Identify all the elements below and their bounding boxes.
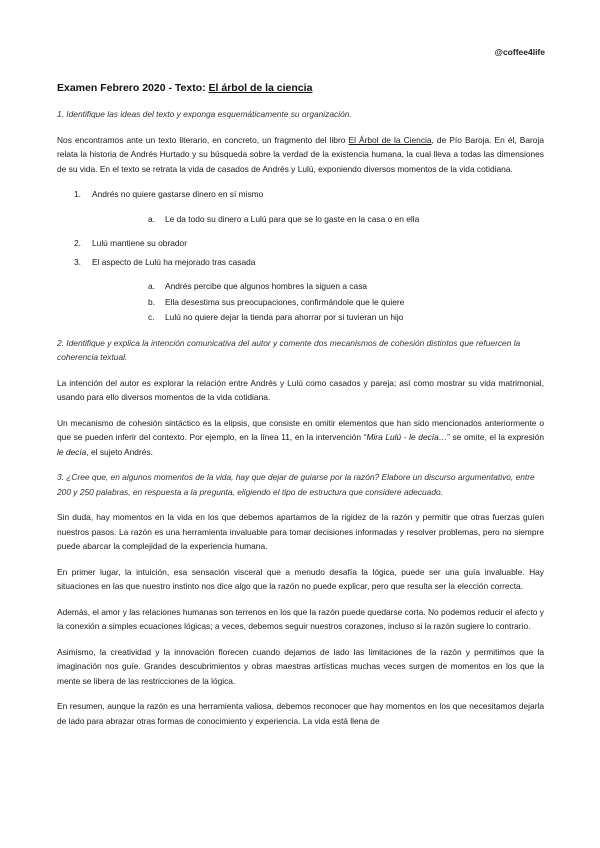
outline-text: El aspecto de Lulú ha mejorado tras casada — [92, 256, 256, 267]
cohesion-text-1: Un mecanismo de cohesión sintáctico es la elipsis, que consiste en omitir elementos que han sido mencionados anteriormente o que se pueden inferir del contexto. Por ejemplo, en la línea 11, en la intervención “ — [57, 417, 544, 442]
cohesion-text-2: ” se omite, el la expresión — [447, 432, 544, 442]
essay-paragraph-3: Además, el amor y las relaciones humanas son terrenos en los que la razón puede quedarse corta. No podemos reducir el afecto y la conexión a simples ecuaciones lógicas; a veces, debemos seguir nuestros corazones, incluso si la razón sugiere lo contrario. — [57, 606, 544, 631]
outline-item — [57, 187, 544, 226]
outline-subitem — [92, 310, 544, 325]
outline-letter: a. — [148, 281, 155, 291]
intro-text-1: Nos encontramos ante un texto literario, en concreto, un fragmento del libro — [57, 134, 349, 145]
outline-subtext: Le da todo su dinero a Lulú para que se lo gaste en la casa o en ella — [165, 213, 420, 224]
outline-sublist — [92, 212, 544, 227]
outline-number: 1. — [74, 189, 81, 199]
outline-subtext: Andrés percibe que algunos hombres la siguen a casa — [165, 281, 368, 291]
outline-item — [57, 255, 544, 325]
essay-paragraph-2: En primer lugar, la intuición, esa sensación visceral que a menudo desafía la lógica, puede ser una guía invaluable. Hay situaciones en las que nuestro instinto nos dice algo que la razón no puede explicar, pero que resulta ser la elección correcta. — [57, 566, 544, 591]
essay-paragraph-4: Asimismo, la creatividad y la innovación florecen cuando dejamos de lado las limitaciones de la razón y permitimos que la imaginación nos guíe. Grandes descubrimientos y obras maestras artísticas muchas veces surgen de momentos en los que la mente se libera de las restricciones de la lógica. — [57, 646, 544, 686]
page-title — [57, 82, 547, 94]
cohesion-paragraph — [57, 416, 544, 460]
outline-subitem — [92, 279, 544, 294]
outline-subtext: Lulú no quiere dejar la tienda para ahorrar por si tuvieran un hijo — [165, 312, 404, 322]
document-body — [57, 107, 544, 739]
author-handle: @coffee4life — [494, 47, 545, 57]
essay-paragraph-1: Sin duda, hay momentos en la vida en los que debemos apartarnos de la rigidez de la razón y permitir que otras fuerzas guíen nuestros pasos. La razón es una herramienta invaluable para tomar decisiones informadas y resolver problemas, pero no siempre puede abarcar la complejidad de la experiencia humana. — [57, 512, 544, 551]
cohesion-text-3: , el sujeto Andrés. — [86, 446, 153, 457]
outline-item — [57, 236, 544, 251]
intro-text-2: , de Pío Baroja. En él, Baroja relata la historia de Andrés Hurtado y su búsqueda sobre la verdad de la existencia humana, la cual lleva a todas las dimensiones de su vida. En el texto se retrata la vida de casados de Andrés y Lulú, exponiendo diversos momentos de la vida cotidiana. — [57, 134, 544, 174]
outline-subitem — [92, 212, 544, 227]
outline-number: 3. — [74, 256, 81, 267]
question-1: 1. Identifique las ideas del texto y exponga esquemáticamente su organización. — [57, 109, 352, 119]
outline-sublist — [92, 279, 544, 325]
cohesion-quote: Mira Lulú - le decía… — [366, 432, 448, 442]
cohesion-quote-2: le decía — [57, 446, 87, 457]
question-2: 2. Identifique y explica la intención comunicativa del autor y comente dos mecanismos de cohesión distintos que refuercen la coherencia textual. — [57, 337, 521, 362]
question-3: 3. ¿Cree que, en algunos momentos de la vida, hay que dejar de guiarse por la razón? Elabore un discurso argumentativo, entre 200 y 250 palabras, en respuesta a la pregunta, eligiendo el tipo de estructura que considere adecuado. — [57, 472, 535, 497]
essay-paragraph-5: En resumen, aunque la razón es una herramienta valiosa, debemos reconocer que hay momentos en los que necesitamos dejarla de lado para abrazar otras formas de conocimiento y experiencia. La vida está llena de — [57, 701, 544, 726]
intention-paragraph: La intención del autor es explorar la relación entre Andrés y Lulú como casados y pareja; así como mostrar su vida matrimonial, usando para ello diversos momentos de la vida cotidiana. — [57, 377, 544, 402]
outline-list — [57, 187, 544, 325]
outline-text: Andrés no quiere gastarse dinero en sí mismo — [92, 189, 264, 199]
outline-subtext: Ella desestima sus preocupaciones, confirmándole que le quiere — [165, 296, 405, 307]
outline-letter: c. — [148, 312, 155, 322]
outline-letter: a. — [148, 213, 155, 224]
intro-paragraph — [57, 133, 544, 177]
title-prefix: Examen Febrero 2020 - Texto: — [57, 82, 209, 94]
outline-number: 2. — [74, 238, 81, 248]
intro-book-title: El Árbol de la Ciencia — [348, 134, 432, 145]
outline-text: Lulú mantiene su obrador — [92, 238, 187, 248]
outline-subitem — [92, 295, 544, 310]
title-book: El árbol de la ciencia — [208, 82, 313, 94]
outline-letter: b. — [148, 296, 155, 307]
